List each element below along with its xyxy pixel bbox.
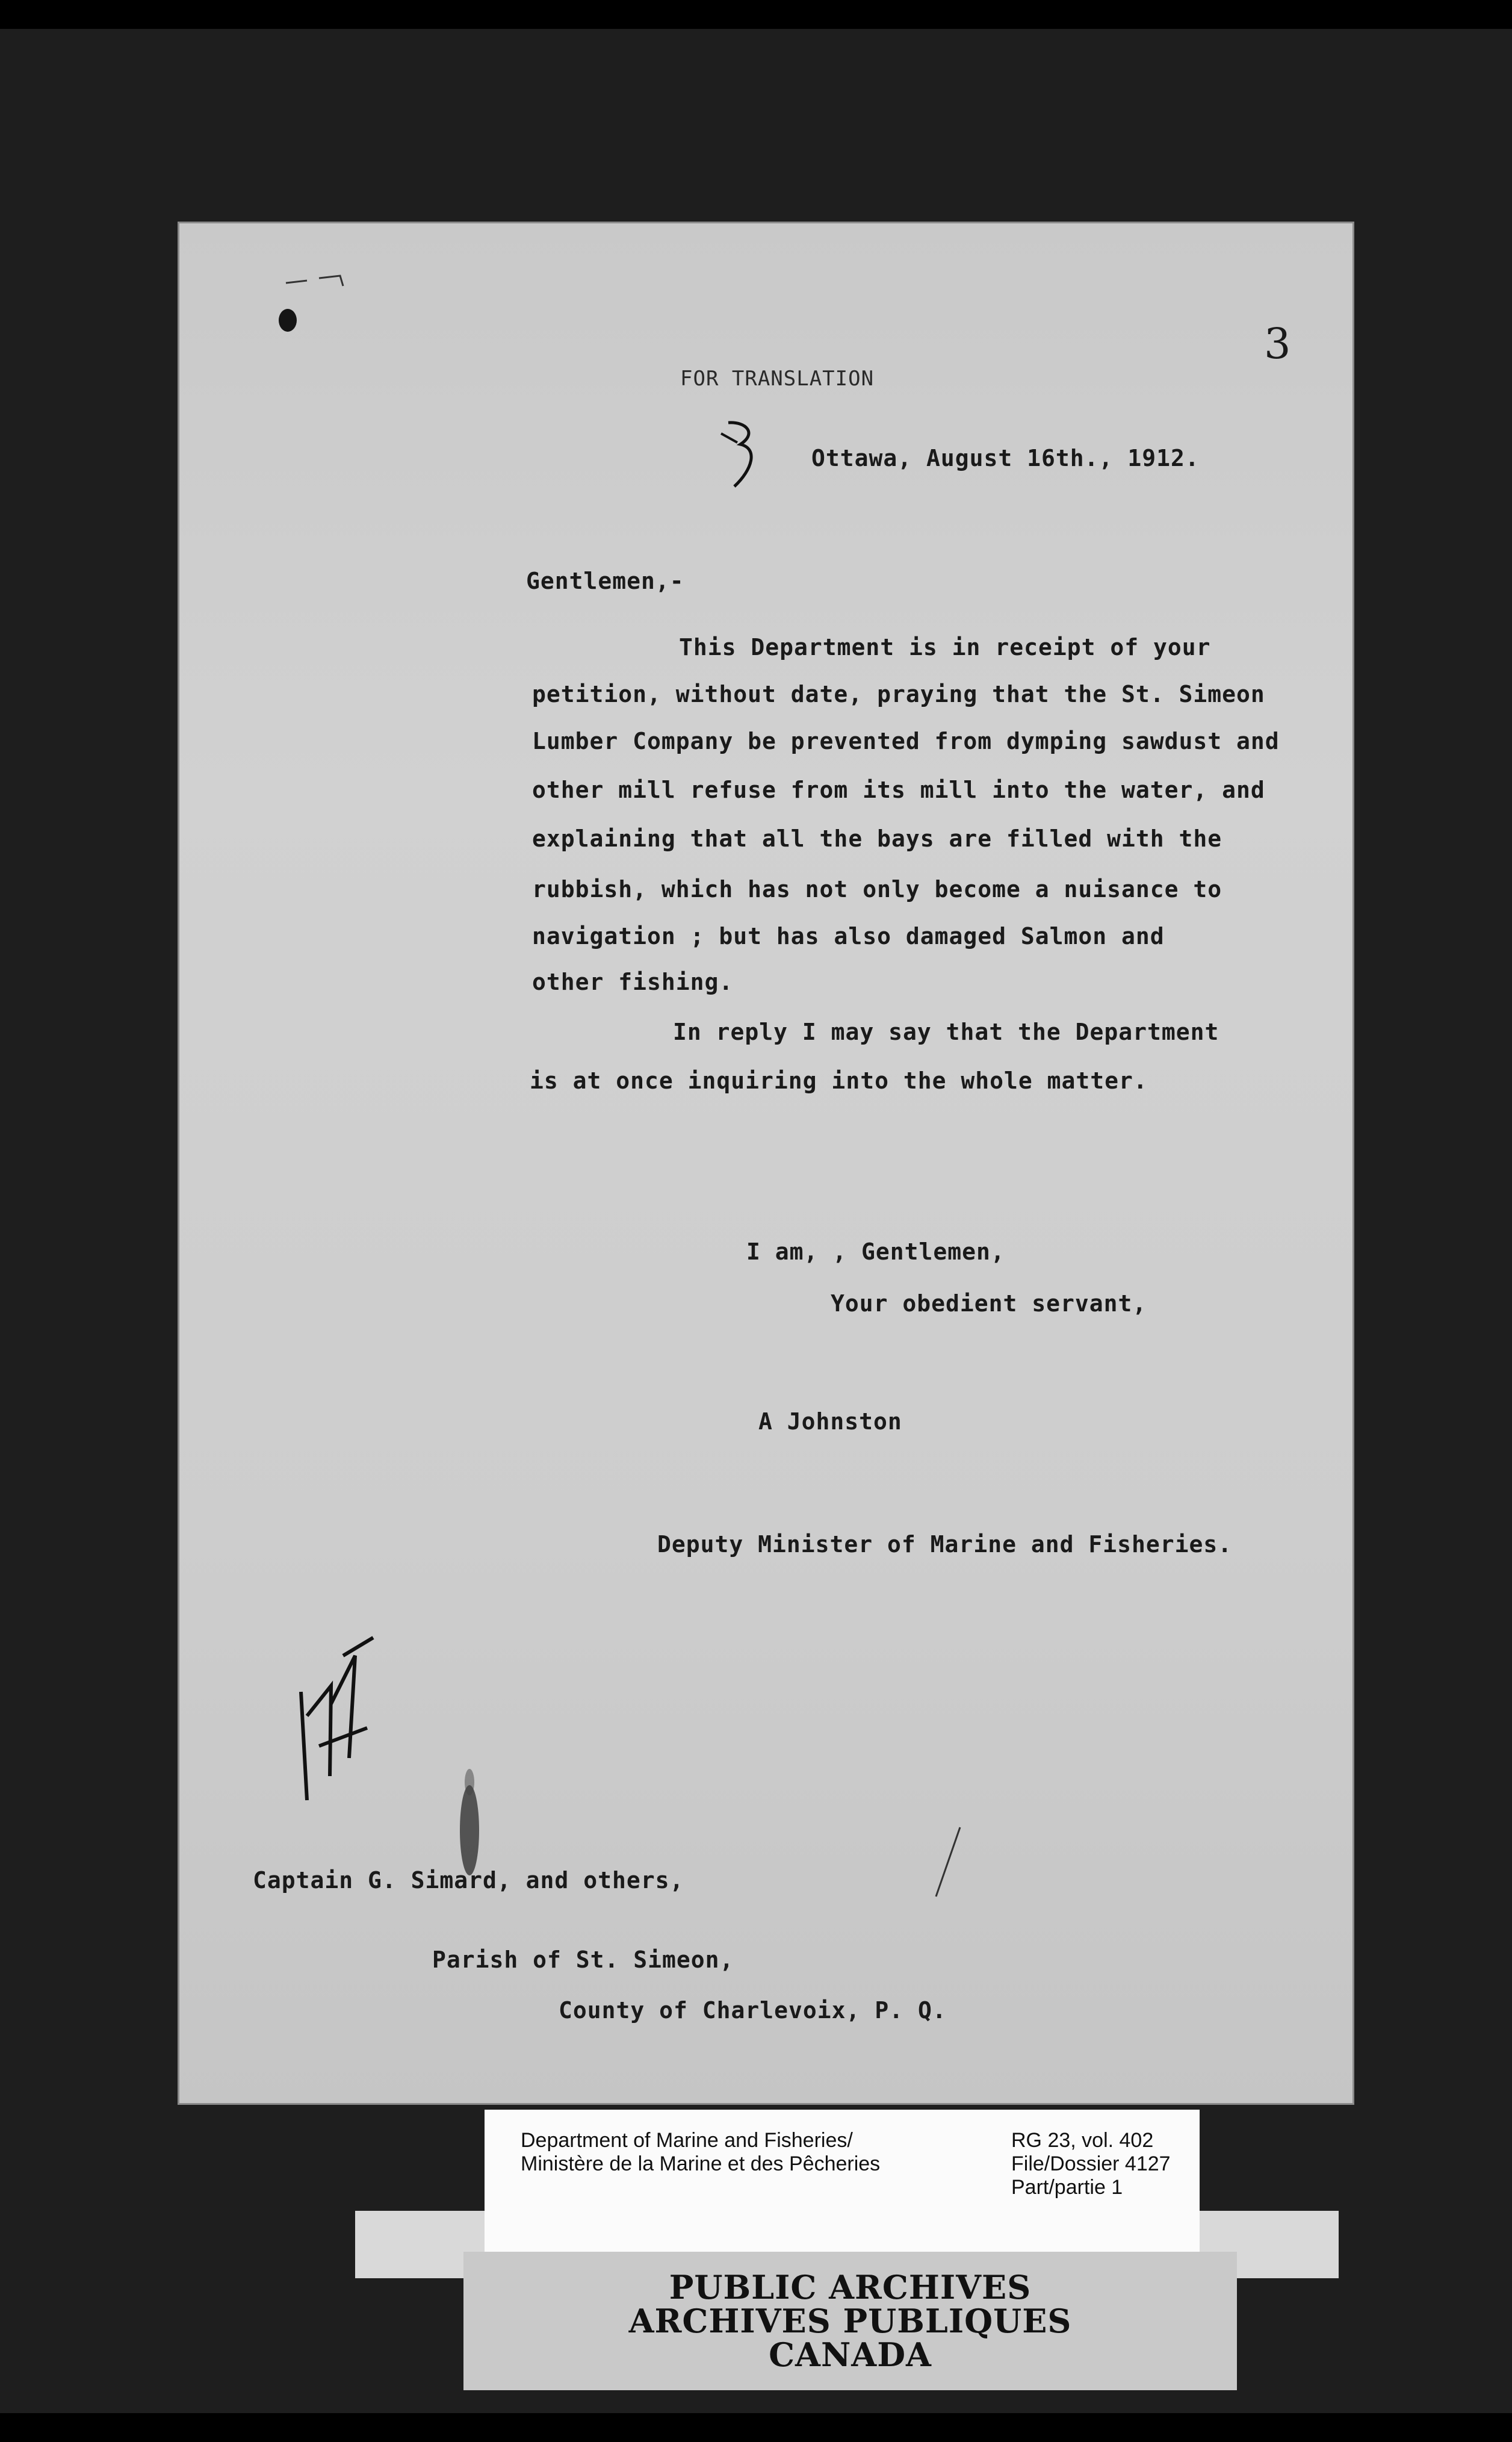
page-number: 3 xyxy=(1264,319,1291,368)
handwritten-mark xyxy=(710,415,770,494)
part-number: Part/partie 1 xyxy=(1011,2176,1123,2199)
addressee-line-3: County of Charlevoix, P. Q. xyxy=(559,1997,947,2024)
body-line-1: This Department is in receipt of your xyxy=(679,634,1211,660)
file-number: File/Dossier 4127 xyxy=(1011,2152,1171,2176)
body-line-2: petition, without date, praying that the St. Simeon xyxy=(532,681,1265,707)
body-line-6: rubbish, which has not only become a nuisance to xyxy=(532,876,1222,903)
signatory-name: A Johnston xyxy=(758,1408,902,1435)
record-group: RG 23, vol. 402 xyxy=(1011,2129,1154,2152)
closing-line-2: Your obedient servant, xyxy=(831,1290,1147,1317)
body-line-9: In reply I may say that the Department xyxy=(673,1019,1219,1045)
body-line-5: explaining that all the bays are filled with the xyxy=(532,825,1222,852)
signatory-title: Deputy Minister of Marine and Fisheries. xyxy=(657,1531,1233,1558)
punch-hole-mark xyxy=(268,298,304,340)
letter-page xyxy=(178,222,1354,2105)
ink-smudge xyxy=(442,1764,497,1884)
pencil-mark-top xyxy=(283,265,355,289)
date-line: Ottawa, August 16th., 1912. xyxy=(811,445,1200,471)
stamp-line-2: ARCHIVES PUBLIQUES xyxy=(628,2302,1072,2340)
department-en: Department of Marine and Fisheries/ xyxy=(521,2129,853,2152)
body-line-4: other mill refuse from its mill into the water, and xyxy=(532,777,1265,803)
archive-reference-card xyxy=(485,2110,1200,2254)
addressee-line-2: Parish of St. Simeon, xyxy=(432,1946,734,1973)
body-line-8: other fishing. xyxy=(532,969,734,995)
stamp-line-1: PUBLIC ARCHIVES xyxy=(669,2268,1032,2307)
header-note: FOR TRANSLATION xyxy=(680,367,875,391)
archives-stamp xyxy=(463,2252,1237,2390)
pencil-slash xyxy=(930,1824,966,1903)
handwritten-initials xyxy=(283,1620,385,1812)
body-line-3: Lumber Company be prevented from dymping sawdust and xyxy=(532,728,1280,754)
body-line-7: navigation ; but has also damaged Salmon and xyxy=(532,923,1165,949)
body-line-10: is at once inquiring into the whole matter. xyxy=(530,1067,1148,1094)
department-fr: Ministère de la Marine et des Pêcheries xyxy=(521,2152,881,2176)
closing-line-1: I am, , Gentlemen, xyxy=(746,1238,1005,1265)
addressee-line-1: Captain G. Simard, and others, xyxy=(253,1867,684,1894)
salutation: Gentlemen,- xyxy=(526,568,684,594)
stamp-line-3: CANADA xyxy=(769,2335,932,2374)
